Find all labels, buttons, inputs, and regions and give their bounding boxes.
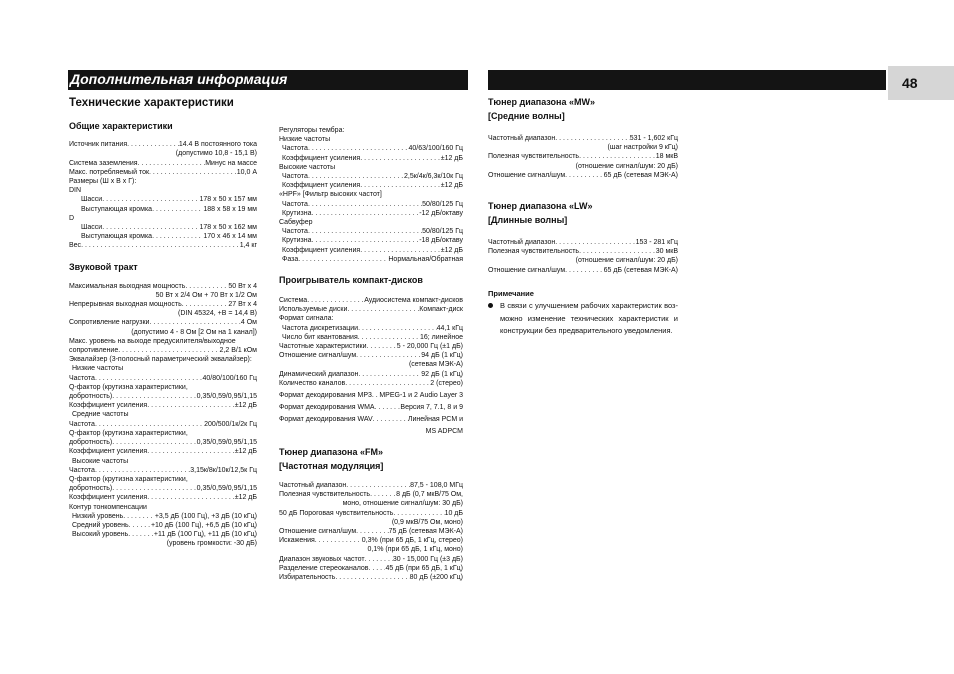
spec-row: Сопротивление нагрузки . . . 4 Ом (69, 318, 257, 327)
spec-label: Формат сигнала: (279, 315, 334, 323)
spec-row: Отношение сигнал/шум . . . 65 дБ (сетевая МЭК-A) (488, 266, 678, 275)
spec-row: Частотный диапазон . . . 87,5 - 108,0 МГц (279, 481, 463, 490)
cd-title: Проигрыватель компакт-дисков (279, 275, 423, 286)
spec-row: Частота . . . 2,5к/4к/6,3к/10к Гц (279, 172, 463, 181)
spec-row: Коэффициент усиления . . . ±12 дБ (69, 447, 257, 456)
spec-row: Коэффициент усиления . . . ±12 дБ (69, 401, 257, 410)
spec-row: Средний уровень . . . +10 дБ (100 Гц), +6,5 дБ (10 кГц) (69, 521, 257, 530)
spec-row: Максимальная выходная мощность . . . 50 Вт x 4 (69, 282, 257, 291)
spec-label: Эквалайзер (3-полосный параметрический эквалайзер): (69, 356, 252, 364)
note-title: Примечание (488, 288, 534, 298)
spec-cont: (отношение сигнал/шум: 20 дБ) (575, 257, 678, 265)
spec-row: Частота . . . 3,15к/8к/10к/12,5к Гц (69, 466, 257, 475)
spec-row: Частота . . . 200/500/1к/2к Гц (69, 420, 257, 429)
column-3 (488, 96, 678, 338)
spec-label: Сабвуфер (279, 219, 313, 227)
spec-cont: (допустимо 4 - 8 Ом [2 Ом на 1 канал]) (131, 328, 257, 336)
spec-row: Полезная чувствительность . . . 30 мкВ (488, 247, 678, 256)
mw-subtitle: [Средние волны] (488, 111, 565, 121)
spec-row: Полезная чувствительность . . . 18 мкВ (488, 152, 678, 161)
spec-row: Число бит квантования . . . 16; линейное (279, 333, 463, 342)
section-title: Дополнительная информация (70, 71, 288, 87)
spec-row: Диапазон звуковых частот . . . 30 - 15,000 Гц (±3 дБ) (279, 555, 463, 564)
spec-cont: (уровень громкости: -30 дБ) (166, 540, 257, 548)
spec-label: Средние частоты (72, 411, 129, 419)
lw-title: Тюнер диапазона «LW» (488, 201, 593, 212)
spec-row: Частота . . . 40/63/100/160 Гц (279, 144, 463, 153)
spec-row: Полезная чувствительность . . . 8 дБ (0,7 мкВ/75 Ом, (279, 490, 463, 499)
general-title: Общие характеристики (69, 121, 173, 132)
page-number-box (888, 66, 954, 100)
spec-label: Q-фактор (крутизна характеристики, (69, 429, 188, 437)
spec-row: Количество каналов . . . 2 (стерео) (279, 379, 463, 388)
spec-row: Источник питания . . . 14.4 В постоянного тока (69, 140, 257, 149)
spec-row: Выступающая кромка . . . 188 x 58 x 19 мм (69, 205, 257, 214)
spec-cont: (отношение сигнал/шум: 20 дБ) (575, 162, 678, 170)
spec-row: Частотный диапазон . . . 153 - 281 кГц (488, 238, 678, 247)
spec-row: 50 дБ Пороговая чувствительность . . . 10 дБ (279, 509, 463, 518)
spec-row: Крутизна . . . -18 дБ/октаву (279, 236, 463, 245)
spec-row: Формат декодирования WAV . . . Линейная PCM и (279, 415, 463, 424)
fm-title: Тюнер диапазона «FM» (279, 446, 384, 457)
spec-label: Регуляторы тембра: (279, 127, 345, 134)
spec-row: добротность) . . . 0,35/0,59/0,95/1,15 (69, 438, 257, 447)
spec-cont: (DIN 45324, +B = 14,4 В) (178, 310, 257, 318)
spec-row: Частотные характеристики . . . 5 - 20,000 Гц (±1 дБ) (279, 342, 463, 351)
spec-label: Низкие частоты (279, 136, 331, 144)
spec-label: Высокие частоты (279, 163, 336, 171)
spec-row: Искажения . . . 0,3% (при 65 дБ, 1 кГц, стерео) (279, 536, 463, 545)
spec-row: Разделение стереоканалов . . . 45 дБ (при 65 дБ, 1 кГц) (279, 564, 463, 573)
spec-cont: (0,9 мкВ/75 Ом, моно) (391, 518, 463, 526)
spec-row: Частота . . . 50/80/125 Гц (279, 227, 463, 236)
spec-label: DIN (69, 187, 82, 195)
audio-title: Звуковой тракт (69, 261, 138, 272)
spec-label: Макс. уровень на выходе предусилителя/выходное (69, 337, 236, 345)
spec-row: Динамический диапазон . . . 92 дБ (1 кГц) (279, 370, 463, 379)
spec-cont: (сетевая МЭК-A) (408, 361, 463, 369)
spec-row: Система . . . Аудиосистема компакт-дисков (279, 296, 463, 305)
spec-row: Частота . . . 40/80/100/160 Гц (69, 374, 257, 383)
spec-row: Коэффициент усиления . . . ±12 дБ (69, 493, 257, 502)
spec-row: Фаза . . . Нормальная/Обратная (279, 255, 463, 264)
spec-row: Шасси . . . 178 x 50 x 162 мм (69, 223, 257, 232)
spec-row: Выступающая кромка . . . 170 x 46 x 14 мм (69, 232, 257, 241)
spec-row: Макс. потребляемый ток . . . 10,0 А (69, 168, 257, 177)
spec-row: Частота . . . 50/80/125 Гц (279, 200, 463, 209)
spec-label: «HPF» [Фильтр высоких частот] (279, 191, 382, 199)
spec-label: D (69, 214, 75, 222)
section-header-bar (68, 70, 468, 90)
spec-row: Отношение сигнал/шум . . . 65 дБ (сетевая МЭК-A) (488, 171, 678, 180)
spec-cont: 50 Вт x 2/4 Ом + 70 Вт x 1/2 Ом (155, 291, 257, 299)
lw-subtitle: [Длинные волны] (488, 215, 568, 226)
page-number: 48 (902, 75, 918, 91)
fm-subtitle: [Частотная модуляция] (279, 460, 384, 471)
spec-row: Коэффициент усиления . . . ±12 дБ (279, 181, 463, 190)
section-header-bar-right (488, 70, 886, 90)
spec-row: Формат декодирования WMA . . . Версия 7, 7.1, 8 и 9 (279, 403, 463, 412)
spec-label: Q-фактор (крутизна характеристики, (69, 475, 188, 483)
spec-row: Вес . . . 1,4 кг (69, 241, 257, 250)
column-2 (279, 126, 463, 582)
spec-label: Низкие частоты (72, 365, 124, 373)
spec-cont: MS ADPCM (425, 427, 463, 435)
spec-row: Отношение сигнал/шум . . . 94 дБ (1 кГц) (279, 351, 463, 360)
spec-row: Шасси . . . 178 x 50 x 157 мм (69, 195, 257, 204)
spec-row: Высокий уровень . . . +11 дБ (100 Гц), +11 дБ (10 кГц) (69, 530, 257, 539)
spec-row: Непрерывная выходная мощность . . . 27 Вт x 4 (69, 300, 257, 309)
spec-row: Коэффициент усиления . . . ±12 дБ (279, 246, 463, 255)
spec-row: Система заземления . . . Минус на массе (69, 159, 257, 168)
spec-row: Отношение сигнал/шум . . . 75 дБ (сетевая МЭК-A) (279, 527, 463, 536)
spec-row: Частотный диапазон . . . 531 - 1,602 кГц (488, 134, 678, 143)
spec-cont: (допустимо 10,8 - 15,1 В) (175, 150, 257, 158)
note-text: В связи с улучшением рабочих характеристик воз-можно изменение технических характеристик и конструкции без предварительного уведомления. (500, 301, 678, 336)
spec-row: сопротивление . . . 2,2 В/1 кОм (69, 346, 257, 355)
spec-row: Коэффициент усиления . . . ±12 дБ (279, 154, 463, 163)
spec-cont: 0,1% (при 65 дБ, 1 кГц, моно) (367, 546, 463, 554)
spec-row: добротность) . . . 0,35/0,59/0,95/1,15 (69, 484, 257, 493)
spec-label: Размеры (Ш x В x Г): (69, 178, 137, 186)
page-title: Технические характеристики (69, 97, 234, 109)
spec-label: Контур тонкомпенсации (69, 503, 147, 511)
note (488, 300, 678, 338)
spec-row: добротность) . . . 0,35/0,59/0,95/1,15 (69, 392, 257, 401)
spec-row: Формат декодирования MP3 . . . MPEG-1 и 2 Audio Layer 3 (279, 391, 463, 400)
spec-row: Избирательность . . . 80 дБ (±200 кГц) (279, 573, 463, 582)
spec-row: Частота дискретизации . . . 44,1 кГц (279, 324, 463, 333)
spec-label: Высокие частоты (72, 457, 129, 465)
bullet-icon (488, 303, 493, 308)
spec-row: Крутизна . . . -12 дБ/октаву (279, 209, 463, 218)
spec-cont: моно, отношение сигнал/шум: 30 дБ) (342, 500, 463, 508)
spec-row: Низкий уровень . . . +3,5 дБ (100 Гц), +3 дБ (10 кГц) (69, 512, 257, 521)
spec-cont: (шаг настройки 9 кГц) (607, 144, 678, 152)
spec-row: Используемые диски . . . Компакт-диск (279, 305, 463, 314)
mw-title: Тюнер диапазона «MW» (488, 97, 595, 107)
spec-label: Q-фактор (крутизна характеристики, (69, 383, 188, 391)
column-1 (69, 99, 257, 549)
